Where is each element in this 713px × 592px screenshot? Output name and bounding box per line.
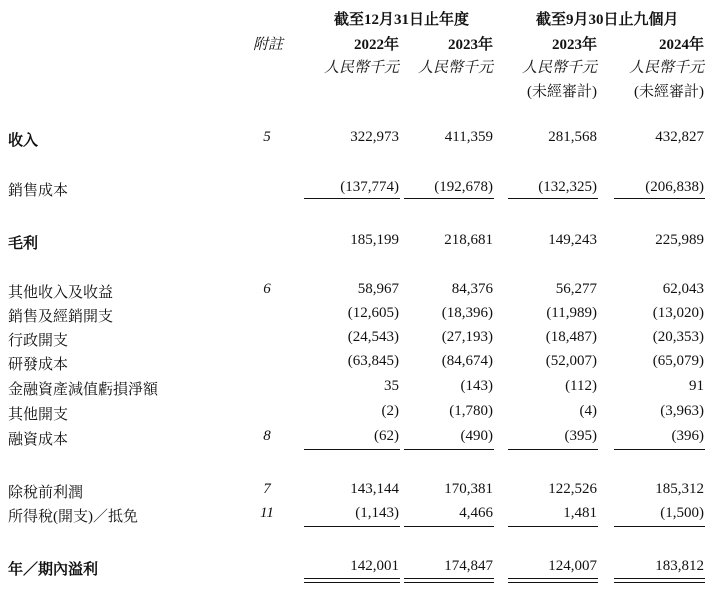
row-value: 124,007: [548, 558, 597, 574]
row-value: (3,963): [660, 403, 704, 419]
row-value: 1,481: [563, 505, 597, 521]
row-value: (18,487): [545, 329, 597, 345]
subtotal-rule: [614, 198, 705, 199]
row-note-other-income: 6: [263, 281, 271, 297]
subtotal-rule: [404, 526, 494, 527]
row-value: (63,845): [347, 353, 399, 369]
row-value: (52,007): [545, 353, 597, 369]
row-value: (192,678): [434, 179, 493, 195]
row-value: (18,396): [441, 305, 493, 321]
row-value: (2): [381, 403, 399, 419]
header-unit-4: 人民幣千元: [628, 60, 704, 76]
row-value: 122,526: [548, 481, 597, 497]
row-value: 170,381: [444, 481, 493, 497]
row-value: (1,780): [449, 403, 493, 419]
total-double-rule: [404, 578, 494, 583]
row-value: 149,243: [548, 232, 597, 248]
row-value: 62,043: [662, 281, 704, 297]
row-label-selling-expenses: 銷售及經銷開支: [8, 309, 114, 325]
row-value: 56,277: [555, 281, 597, 297]
row-value: (11,989): [546, 305, 597, 321]
row-note-income-tax: 11: [260, 505, 274, 521]
subtotal-rule: [304, 449, 400, 450]
row-value: (12,605): [347, 305, 399, 321]
row-value: (490): [460, 428, 493, 444]
row-value: 185,199: [350, 232, 399, 248]
row-value: 142,001: [350, 558, 399, 574]
row-label-income-tax: 所得稅(開支)／抵免: [8, 509, 138, 525]
row-label-other-expenses: 其他開支: [8, 407, 69, 423]
header-year-2024-9m: 2024年: [658, 37, 704, 53]
total-double-rule: [304, 578, 400, 583]
row-value: 35: [384, 378, 399, 394]
total-double-rule: [614, 578, 705, 583]
row-label-rd-costs: 研發成本: [8, 357, 69, 373]
row-value: (84,674): [441, 353, 493, 369]
row-value: (143): [460, 378, 493, 394]
row-value: (13,020): [652, 305, 704, 321]
row-value: 281,568: [548, 129, 597, 145]
row-value: 183,812: [655, 558, 704, 574]
row-value: (112): [565, 378, 597, 394]
header-unit-3: 人民幣千元: [521, 60, 597, 76]
row-value: (20,353): [652, 329, 704, 345]
row-label-cost-of-sales: 銷售成本: [8, 183, 69, 199]
header-fy-group: 截至12月31日止年度: [334, 12, 470, 28]
subtotal-rule: [508, 449, 598, 450]
row-value: 411,359: [444, 129, 493, 145]
row-value: 174,847: [444, 558, 493, 574]
row-value: 84,376: [451, 281, 493, 297]
row-value: 91: [689, 378, 704, 394]
row-value: 58,967: [357, 281, 399, 297]
header-year-2023-9m: 2023年: [551, 37, 597, 53]
header-unit-1: 人民幣千元: [323, 60, 399, 76]
total-double-rule: [508, 578, 598, 583]
row-value: (4): [579, 403, 597, 419]
row-value: (206,838): [645, 179, 704, 195]
row-value: 185,312: [655, 481, 704, 497]
row-label-finance-costs: 融資成本: [8, 432, 69, 448]
row-value: (65,079): [652, 353, 704, 369]
row-value: (24,543): [347, 329, 399, 345]
row-label-revenue: 收入: [8, 133, 39, 149]
row-value: (396): [671, 428, 704, 444]
row-note-finance-costs: 8: [263, 428, 271, 444]
row-value: 143,144: [350, 481, 399, 497]
row-label-gross-profit: 毛利: [8, 236, 39, 252]
subtotal-rule: [508, 526, 598, 527]
row-label-other-income: 其他收入及收益: [8, 285, 114, 301]
row-value: 225,989: [655, 232, 704, 248]
row-value: (1,500): [660, 505, 704, 521]
row-label-admin-expenses: 行政開支: [8, 333, 69, 349]
row-value: 4,466: [459, 505, 493, 521]
row-label-impairment: 金融資產減值虧損淨額: [8, 382, 159, 398]
row-value: (395): [564, 428, 597, 444]
header-unaudited-1: (未經審計): [527, 84, 597, 100]
row-value: (27,193): [441, 329, 493, 345]
header-year-2022: 2022年: [353, 37, 399, 53]
row-label-profit-for-period: 年／期內溢利: [8, 562, 99, 578]
header-note-label: 附註: [253, 37, 284, 53]
row-value: 432,827: [655, 129, 704, 145]
header-9m-group: 截至9月30日止九個月: [536, 12, 679, 28]
subtotal-rule: [304, 526, 400, 527]
subtotal-rule: [614, 526, 705, 527]
row-value: 218,681: [444, 232, 493, 248]
row-value: (137,774): [340, 179, 399, 195]
row-note-profit-before-tax: 7: [263, 481, 271, 497]
row-value: (62): [374, 428, 399, 444]
header-unaudited-2: (未經審計): [634, 84, 704, 100]
subtotal-rule: [508, 198, 598, 199]
row-note-revenue: 5: [263, 129, 271, 145]
subtotal-rule: [614, 449, 705, 450]
row-value: (1,143): [355, 505, 399, 521]
header-year-2023-fy: 2023年: [447, 37, 493, 53]
header-unit-2: 人民幣千元: [417, 60, 493, 76]
row-value: 322,973: [350, 129, 399, 145]
subtotal-rule: [304, 198, 400, 199]
subtotal-rule: [404, 449, 494, 450]
row-label-profit-before-tax: 除稅前利潤: [8, 485, 84, 501]
subtotal-rule: [404, 198, 494, 199]
row-value: (132,325): [538, 179, 597, 195]
